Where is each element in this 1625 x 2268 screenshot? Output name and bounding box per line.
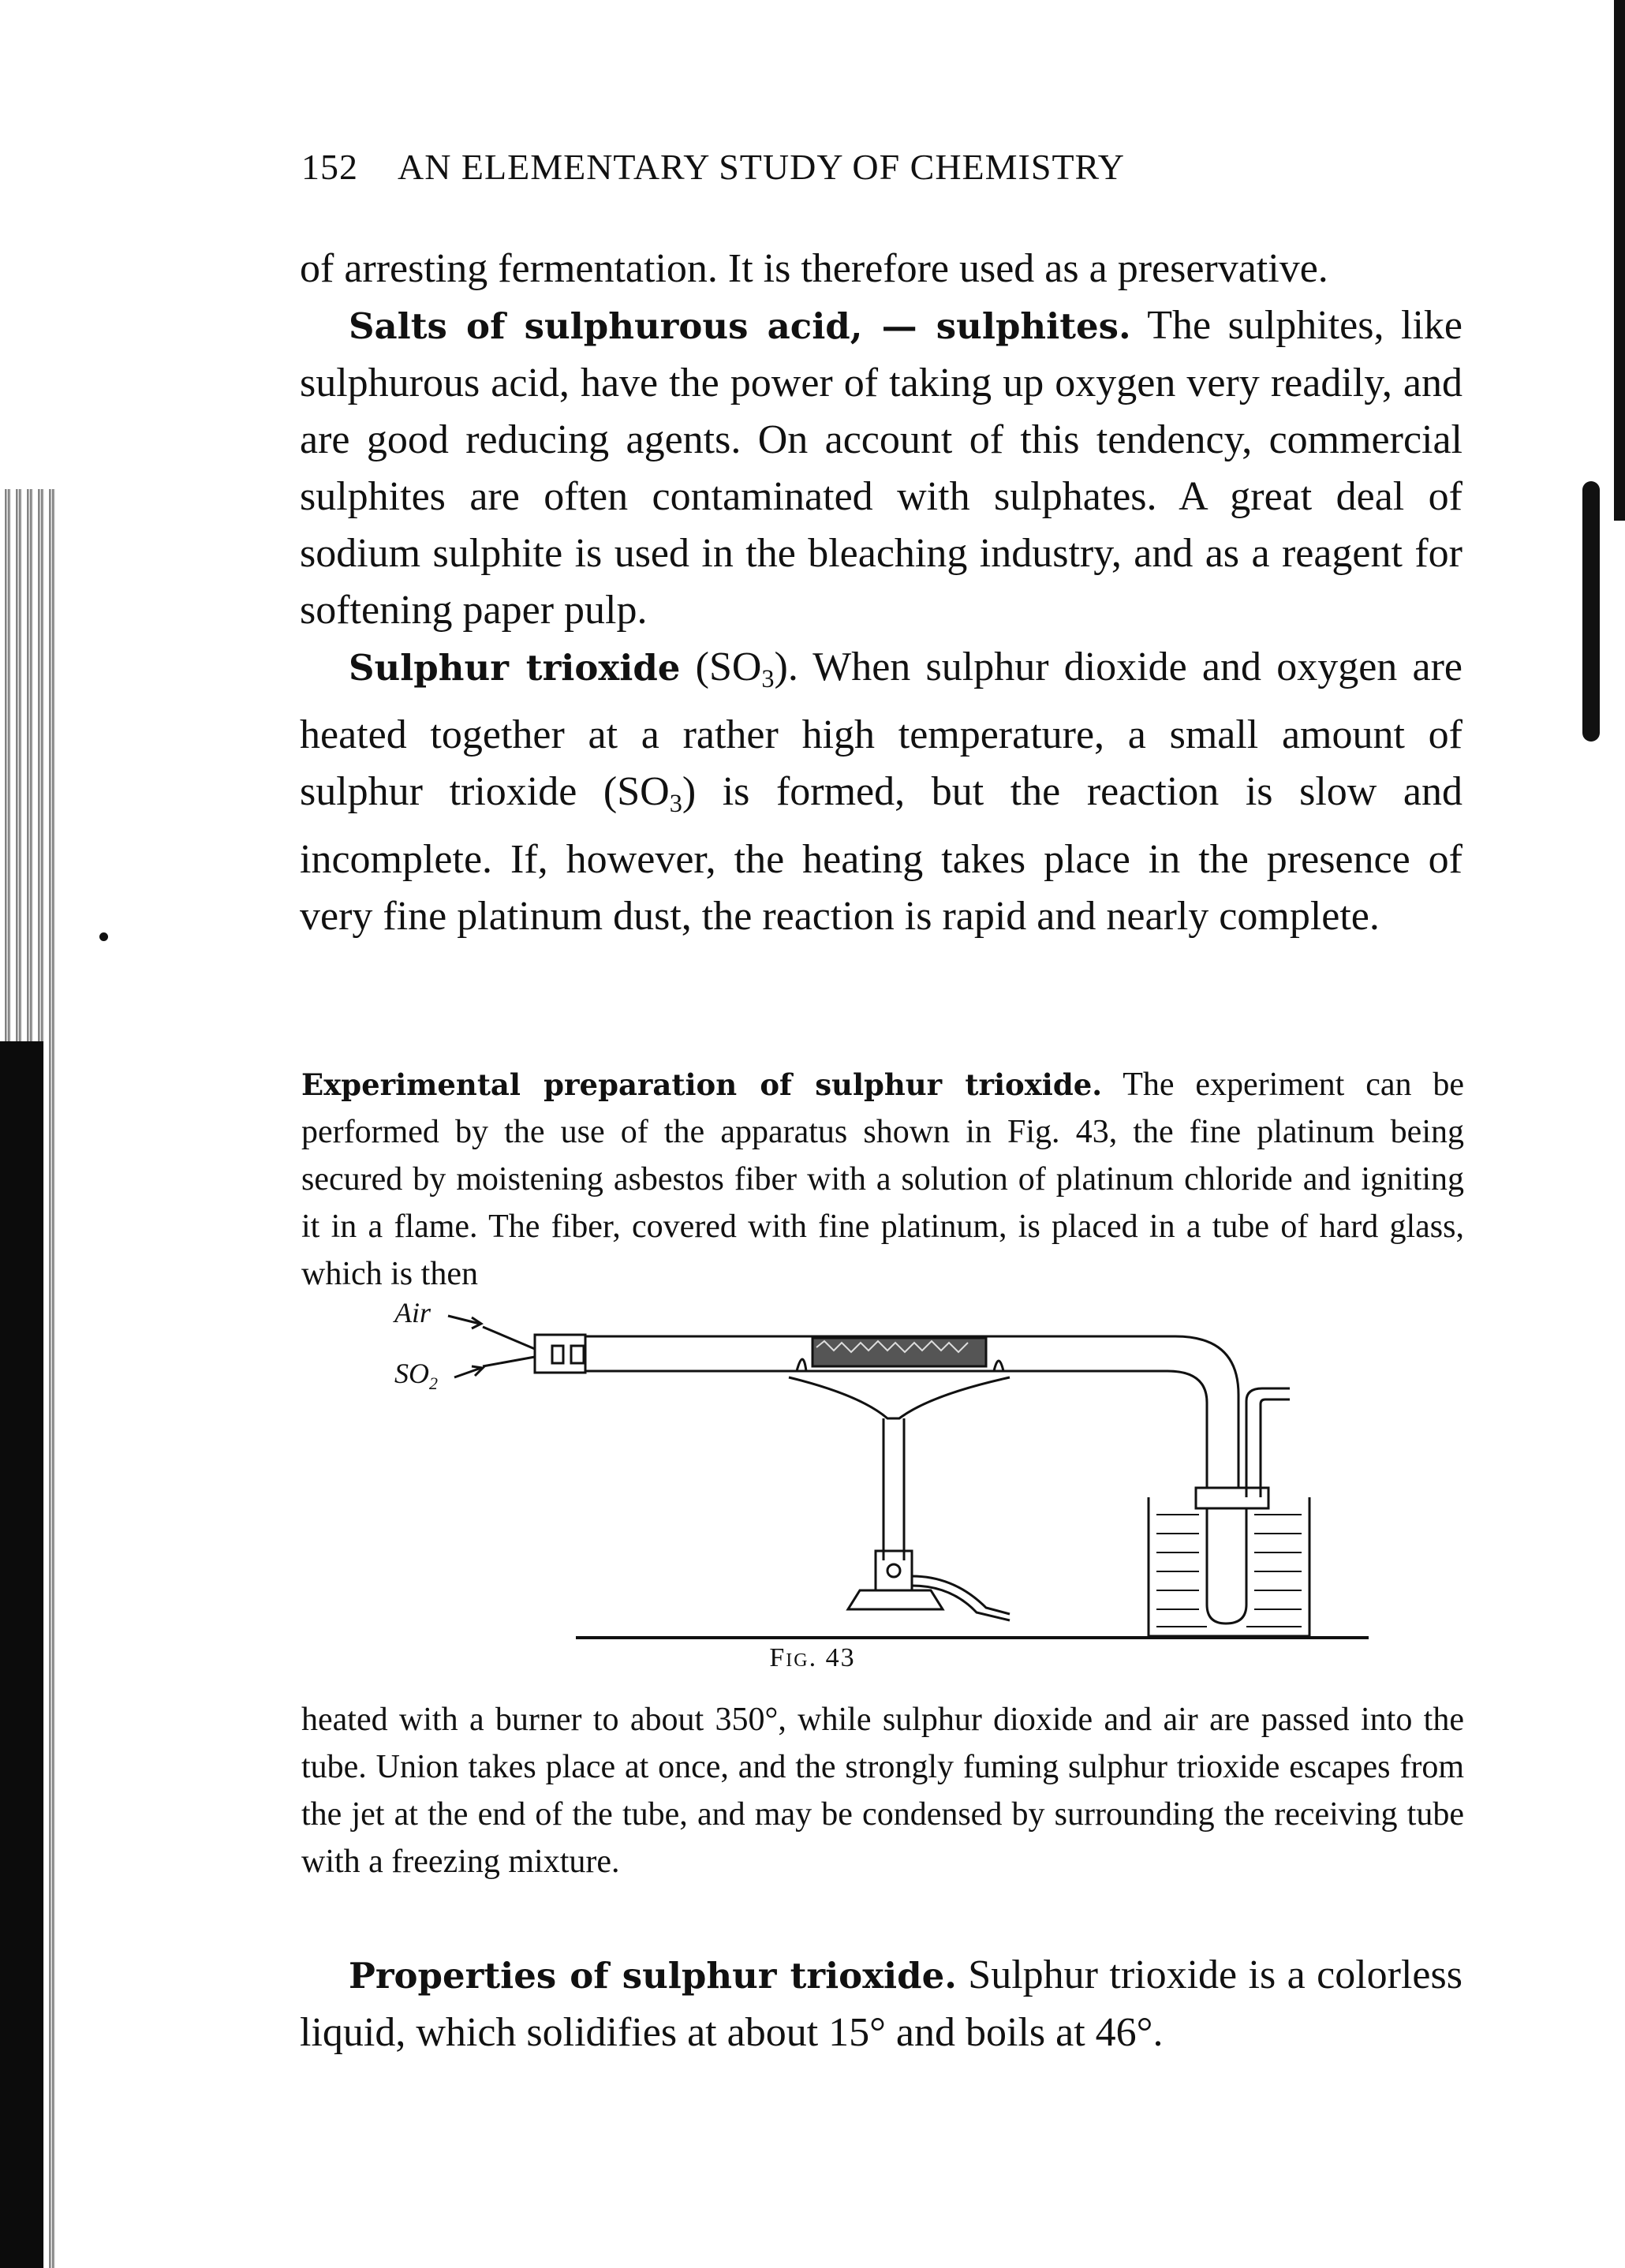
burner-wing-top [789, 1377, 1010, 1418]
experiment-text-bottom [301, 1696, 1464, 1885]
label-air: Air [394, 1300, 431, 1328]
freezing-mixture-lines [1156, 1515, 1302, 1627]
receiver-stopper [1196, 1488, 1268, 1508]
running-header [301, 146, 1485, 188]
page-number: 152 [301, 147, 358, 187]
trioxide-text-a: When sulphur dioxide and oxygen are heated together at a rather high temperature, a small amount of sulphur trioxide (SO [300, 645, 1462, 815]
paragraph-sulphites [300, 297, 1462, 639]
figure-caption [0, 1643, 1625, 1673]
stray-dot [99, 932, 108, 941]
formula-text-close: ). [774, 645, 798, 689]
gas-hose [912, 1576, 1010, 1620]
main-text-bottom [300, 1947, 1462, 2061]
heading-properties: Properties of sulphur trioxide. [349, 1955, 957, 1997]
burner-air-hole [887, 1564, 900, 1577]
figure-caption-text: Fig. 43 [769, 1643, 856, 1672]
experiment-text-before-figure: The experiment can be performed by the use of the apparatus shown in Fig. 43, the fine platinum being secured by moistening asbestos fiber with a solution of platinum chloride and igniting it in a flame. The fiber, covered with fine platinum, is placed in a tube of hard glass, which is then [301, 1067, 1464, 1292]
heading-sulphites: Salts of sulphurous acid, — sulphites. [349, 305, 1131, 347]
scan-edge-right [1614, 0, 1625, 521]
trioxide-subscript: 3 [669, 789, 682, 818]
properties-text: Sulphur trioxide is a colorless liquid, which solidifies at about 15° and boils at 46°. [300, 1952, 1462, 2055]
inlet-y-junction [483, 1327, 535, 1366]
paragraph-properties [300, 1947, 1462, 2061]
beaker [1149, 1497, 1309, 1636]
heading-sulphur-trioxide: Sulphur trioxide [349, 647, 681, 689]
paragraph-experiment [301, 1061, 1464, 1298]
trioxide-text-b: ) is formed, but the reaction is slow and incomplete. If, however, the heating takes place in the presence of very fine platinum dust, the reaction is rapid and nearly complete. [300, 769, 1462, 940]
heading-experiment: Experimental preparation of sulphur trioxide. [301, 1067, 1103, 1102]
main-text-top [300, 241, 1462, 945]
stopper [535, 1335, 585, 1373]
sulphites-text: The sulphites, like sulphurous acid, have the power of taking up oxygen very readily, and are good reducing agents. On account of this tendency, commercial sulphites are often contaminated with sulphates. A great deal of sodium sulphite is used in the bleaching industry, and as a reagent for softening paper pulp. [300, 303, 1462, 633]
burner-base [848, 1590, 943, 1609]
glass-tube-bottom [585, 1371, 1207, 1488]
formula-text: (SO [680, 645, 762, 689]
burner-air-regulator [876, 1551, 912, 1590]
stopper-hole [552, 1346, 563, 1363]
experiment-text-top [301, 1061, 1464, 1298]
running-title: AN ELEMENTARY STUDY OF CHEMISTRY [397, 147, 1125, 187]
burner-stem [883, 1418, 904, 1560]
stopper-hole-2 [571, 1346, 584, 1363]
label-so2: $SO_2$ [394, 1358, 438, 1393]
apparatus-figure [387, 1300, 1380, 1639]
receiving-tube [1207, 1508, 1246, 1623]
scan-edge-right-mark [1582, 481, 1600, 742]
platinized-asbestos [812, 1338, 986, 1366]
paragraph-preservative: of arresting fermentation. It is therefore used as a preservative. [300, 246, 1328, 291]
jet-outlet-tube [1246, 1388, 1290, 1497]
formula-subscript: 3 [761, 664, 775, 693]
paragraph-sulphur-trioxide [300, 639, 1462, 945]
paragraph-experiment-continued: heated with a burner to about 350°, while sulphur dioxide and air are passed into the tube. Union takes place at once, and the strongly fuming sulphur trioxide escapes from the jet at the end of the tube, and may be condensed by surrounding the receiving tube with a freezing mixture. [301, 1702, 1464, 1880]
